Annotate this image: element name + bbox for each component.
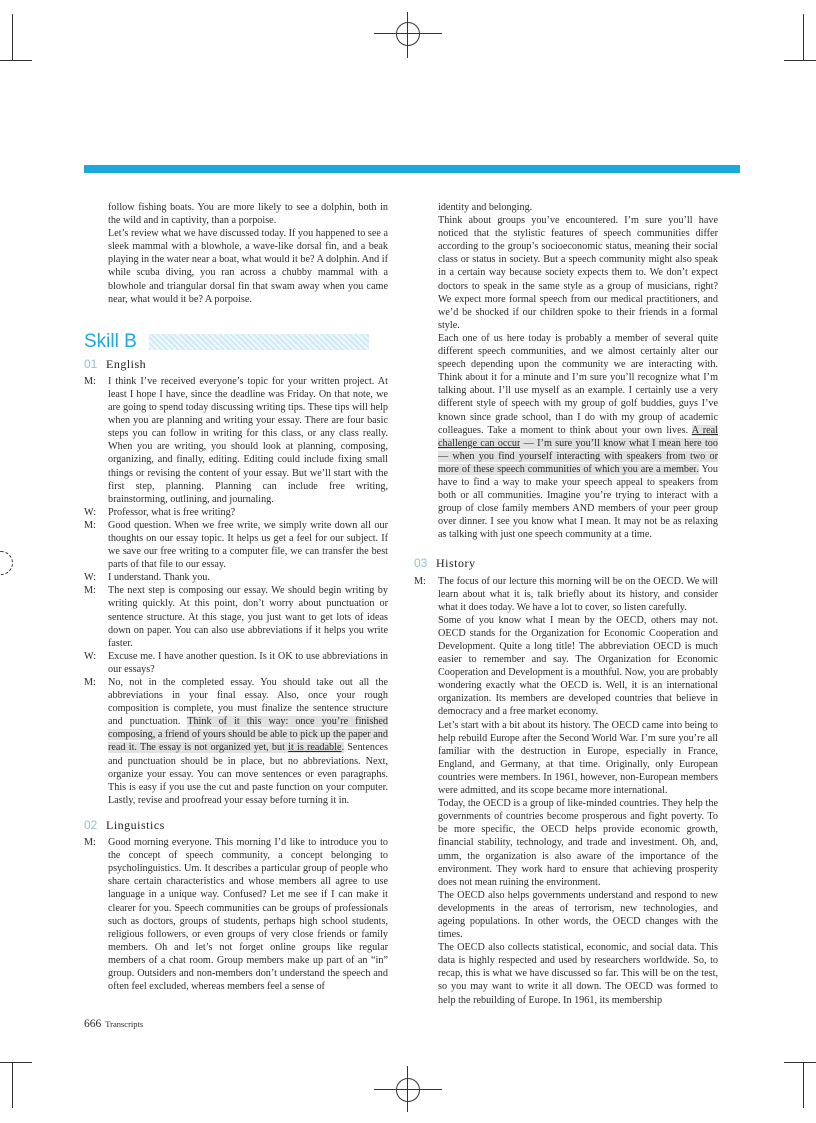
skill-title-bar [149, 334, 369, 350]
linguistics-paragraph: Think about groups you’ve encountered. I’m sure you’ll have noticed that the stylistic features of speech communities differ according to the group’s socioeconomic status, meaning their social class or status in society. But a speech community might also speak in a certain way because society expects them to. We don’t expect doctors to speak in the same style as a group of musicians, right? We expect more formal speech from our medical practitioners, and we’d be shocked if our children spoke to their friends in a formal style. [438, 215, 718, 331]
dialogue-text: Good morning everyone. This morning I’d like to introduce you to the concept of speech community, a concept belonging to psycholinguistics. Um. It describes a particular group of people who share certain characteristics and whose members all agree to use language in a unique way. Confused? Let me see if I can make it clearer for you. Speech communities can be groups of professionals such as doctors, groups of students, perhaps high school students, religious followers, or even groups of very close friends or family members. Oh and let’s not forget online groups like regular members of a chat room. Group members make up part of an “in” group. Outsiders and non-members don’t understand the speech and often feel excluded, whereas members feel a sense of [108, 837, 388, 993]
dialogue-line [84, 676, 388, 807]
section-heading-linguistics [84, 819, 388, 832]
crop-mark [0, 1062, 32, 1063]
speaker-label: W: [84, 572, 97, 584]
intro-paragraph: Let’s review what we have discussed today. If you happened to see a sleek mammal with a blowhole, a wave-like dorsal fin, and a beak playing in the water near a boat, what would it be? A dolphin. And if while scuba diving, you ran across a chubby mammal with a blowhole and triangular dorsal fin that swam away when you came near, what would it be? A porpoise. [108, 228, 388, 305]
dialogue-line [84, 375, 388, 506]
history-paragraph: Some of you know what I mean by the OECD, others may not. OECD stands for the Organization for Economic Cooperation and Development. Quite a long title! The abbreviation OECD is much easier to remember and say. The Organization for Economic Cooperation and Development is a mouthful. Now, you are probably wondering exactly what the OECD is. Well, it is an international organization. Its members are developed countries that believe in democracy and a free market economy. [438, 614, 718, 718]
speaker-label: M: [84, 375, 96, 387]
section-heading-english [84, 358, 388, 371]
underlined-highlighted-text: A real challenge can occur [438, 424, 718, 449]
text-run: Each one of us here today is probably a member of several quite different speech communities, and we almost certainly alter our speech depending upon the community we are interacting with. Think about it for a minute and I’m sure you’ll recognize what I’m talking about. I’ll use myself as an example. I certainly use a very different style of speech with my group of golf buddies, guys I’ve known since grade school, than I do with my group of academic colleagues. Take a moment to think about your own lives. [438, 332, 718, 436]
section-title: Linguistics [106, 817, 165, 832]
dialogue-text: I think I’ve received everyone’s topic for your written project. At least I hope I have, since the deadline was Friday. On that note, we are going to spend today discussing writing tips. These tips will help when you are planning and writing your essay. There are four basic steps you can follow in writing for this class, or any class really. When you are writing, you should look at planning, composing, organizing, and finally, editing. Editing could include fixing small things or revising the content of your essay. But we’ll start with the first step, planning. Planning can include free writing, brainstorming, outlining, and journaling. [108, 375, 388, 505]
speaker-label: M: [84, 837, 96, 849]
linguistics-paragraph [414, 332, 718, 542]
crop-mark [12, 1062, 13, 1108]
speaker-label: M: [84, 519, 96, 531]
section-number: 03 [414, 556, 428, 571]
dialogue-line [84, 836, 388, 993]
dialogue-line [84, 571, 388, 584]
dialogue-text: Excuse me. I have another question. Is it OK to use abbreviations in our essays? [108, 650, 388, 675]
linguistics-paragraph: identity and belonging. [438, 202, 533, 213]
crop-mark [12, 14, 13, 60]
dialogue-text: Good question. When we free write, we simply write down all our thoughts on our essay topic. It helps us get a feel for our subject. If we save our free writing to a computer file, we can transfer the best parts of that file to our essay. [108, 519, 388, 571]
crop-mark [784, 60, 816, 61]
section-heading-history [414, 557, 718, 570]
speaker-label: W: [84, 650, 97, 662]
registration-mark-bottom [396, 1078, 420, 1102]
registration-mark-left [0, 551, 13, 575]
section-number: 01 [84, 356, 98, 371]
header-rule [84, 165, 740, 173]
registration-line [407, 12, 408, 58]
registration-line [407, 1066, 408, 1112]
highlighted-text: Think of it this way: once you’re finished composing, a friend of yours should be able to pick up the paper and read it. The essay is not organized yet, but [108, 716, 388, 754]
skill-heading [84, 331, 388, 353]
crop-mark [784, 1062, 816, 1063]
dialogue-line [84, 519, 388, 571]
section-title: History [436, 556, 476, 571]
highlighted-text: . [341, 742, 345, 754]
dialogue-line [414, 575, 718, 614]
skill-title: Skill B [84, 331, 137, 353]
text-run: You have to find a way to make your speech appeal to speakers from both or all communities. Imagine you’re trying to interact with a group of close family members AND members of your peer group over dinner. I see you know what I mean. It may not be as relaxing as talking with just one speech community at a time. [438, 463, 718, 541]
footer-label: Transcripts [105, 1019, 144, 1029]
dialogue-text: I understand. Thank you. [108, 572, 210, 584]
highlighted-text: . [696, 463, 699, 475]
text-run: Sentences and punctuation should be in place, but no abbreviations. Next, organize your essay. You can move sentences or even paragraphs. This is easy if you use the cut and paste function on your computer. Lastly, revise and proofread your essay before turning it in. [108, 742, 388, 806]
speaker-label: M: [414, 575, 426, 587]
intro-paragraph: follow fishing boats. You are more likely to see a dolphin, both in the wild and in captivity, than a porpoise. [108, 202, 388, 227]
speaker-label: M: [84, 677, 96, 688]
text-run: No, not in the completed essay. You should take out all the abbreviations in your final essay. Also, once your rough composition is complete, you must finalize the sentence structure and punctuation. [108, 677, 388, 728]
dialogue-text: Professor, what is free writing? [108, 506, 236, 518]
section-title: English [106, 356, 147, 371]
speaker-label: W: [84, 506, 97, 518]
history-paragraph: Today, the OECD is a group of like-minded countries. They help the governments of countries become prosperous and fight poverty. To be more specific, the OECD helps provide economic growth, financial stability, technology, and trade and investment. Oh, and, umm, the organization is also aware of the importance of the environment. They work hard to ensure that achieving prosperity does not mean ruining the environment. [438, 798, 718, 888]
right-column [414, 201, 718, 1007]
crop-mark [803, 14, 804, 60]
dialogue-line [84, 650, 388, 676]
registration-mark-top [396, 22, 420, 46]
dialogue-line [84, 506, 388, 519]
crop-mark [0, 60, 32, 61]
section-number: 02 [84, 817, 98, 832]
registration-line [374, 1089, 442, 1090]
page-footer [84, 1018, 143, 1030]
underlined-highlighted-text: it is readable [288, 742, 342, 754]
highlighted-text: — I’m sure you’ll know what I mean here too — when you find yourself interacting with speakers from two or more of these speech communities of which you are a member [438, 437, 718, 475]
dialogue-text: The next step is composing our essay. We should begin writing by writing quickly. At this point, don’t worry about punctuation or sentence structure. At this stage, you just want to get lots of ideas down on paper. You can also use abbreviations if it helps you write faster. [108, 585, 388, 649]
dialogue-text: The focus of our lecture this morning will be on the OECD. We will learn about what it is, talk briefly about its history, and consider what it does today. We have a lot to cover, so listen carefully. [438, 575, 718, 613]
history-paragraph: The OECD also collects statistical, economic, and social data. This data is highly respected and used by researchers worldwide. So, to recap, this is what we have discussed so far. This will be on the test, so you may want to write it all down. The OECD was formed to help the rebuilding of Europe. In 1961, its membership [438, 942, 718, 1006]
dialogue-text [108, 676, 388, 807]
history-paragraph: Let’s start with a bit about its history. The OECD came into being to help rebuild Europe after the Second World War. I’m sure you’re all familiar with the destruction in Europe, especially in France, England, and Germany, at that time. Originally, only European countries were members. In 1961, however, non-European members were admitted, and its scope became more international. [438, 719, 718, 797]
registration-line [374, 33, 442, 34]
history-paragraph: The OECD also helps governments understand and respond to new developments in the areas of terrorism, new technologies, and ageing populations. In other words, the OECD changes with the times. [438, 889, 718, 941]
page-number: 666 [84, 1018, 102, 1030]
left-column [84, 201, 388, 993]
dialogue-line [84, 584, 388, 649]
crop-mark [803, 1062, 804, 1108]
speaker-label: M: [84, 585, 96, 597]
